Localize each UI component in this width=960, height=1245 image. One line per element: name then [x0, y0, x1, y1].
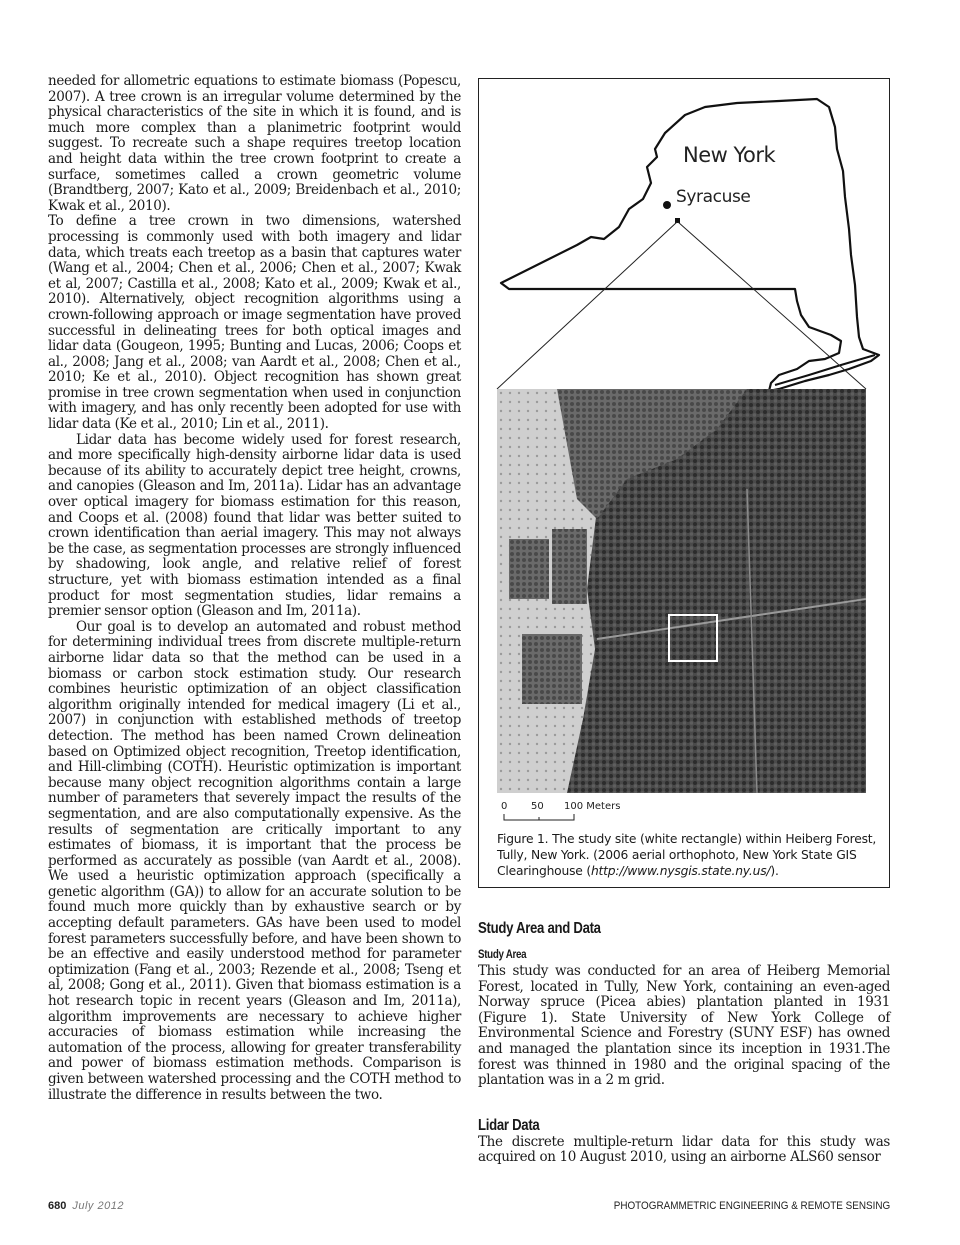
figure-1 — [478, 78, 890, 888]
plantation-block — [552, 529, 587, 604]
scale-bar — [499, 801, 659, 831]
aerial-image — [497, 389, 866, 793]
paragraph-1: needed for allometric equations to estimate biomass (Popescu, 2007). A tree crown is an irregular volume determined by the physical characteristics of the site in which it is found, and is much more complex than a planimetric footprint would suggest. To recreate such a shape requires treetop location and height data within the tree crown footprint to create a surface, sometimes called a crown geometric volume (Brandtberg, 2007; Kato et al., 2009; Breidenbach et al., 2010; Kwak et al., 2010). — [48, 73, 461, 214]
syracuse-dot — [663, 201, 671, 209]
section-heading-lidar-data: Lidar Data — [478, 1116, 540, 1134]
caption-url[interactable]: http://www.nysgis.state.ny.us/ — [590, 864, 771, 878]
scale-line — [503, 814, 583, 824]
paragraph-4: Our goal is to develop an automated and robust method for determining individual trees from discrete multiple-return airborne lidar data so that the method can be used in a biomass or carbon stock estimation study. Our research combines heuristic optimization of an object classification algorithm originally intended for medical imagery (Li et al., 2007) in conjunction with established methods of treetop detection. The method has been named Crown delineation based on Optimized object recognition, Treetop identification, and Hill-climbing (COTH). Heuristic optimization is important because many object recognition algorithms contain a large number of parameters that severely impact the results of the segmentation, and are also computationally expensive. As the results of segmentation are critically important to any estimates of biomass, it is important that the process be performed as accurately as possible (van Aardt et al., 2008). We used a heuristic optimization approach (specifically a genetic algorithm (GA)) to allow for an accurate solution to be found much more quickly than by exhaustive search or by accepting default parameters. GAs have been used to model forest parameters successfully before, and have been shown to be an effective and easily understood method for parameter optimization (Fang et al., 2003; Rezende et al., 2008; Tseng et al, 2008; Gong et al., 2011). Given that biomass estimation is a hot research topic in recent years (Gleason and Im, 2011a), algorithm improvements are necessary to achieve higher accuracies of biomass estimation while increasing the automation of the process, allowing for greater transferability and power of biomass estimation methods. Comparison is given between watershed processing and the COTH method to illustrate the difference in results between the two. — [48, 618, 461, 1103]
page-number: 680 — [48, 1200, 67, 1212]
new-york-state-map — [479, 79, 889, 399]
caption-text: Figure 1. The study site (white rectangle) within Heiberg Forest, Tully, New York. (2006 aerial orthophoto, New York State GIS Clearinghouse ( — [497, 832, 877, 878]
study-area-paragraph: This study was conducted for an area of Heiberg Memorial Forest, located in Tully, New York, containing an even-aged Norway spruce (Picea abies) plantation planted in 1931 (Figure 1). State University of New York College of Environmental Science and Forestry (SUNY ESF) has owned and managed the plantation since its inception in 1931.The forest was thinned in 1980 and the original spacing of the plantation was in a 2 m grid. — [478, 963, 890, 1089]
plantation-block — [509, 539, 549, 599]
aerial-orthophoto — [497, 389, 866, 793]
lidar-paragraph: The discrete multiple-return lidar data for this study was acquired on 10 August 2010, using an airborne ALS60 sensor — [478, 1133, 890, 1166]
caption-suffix: ). — [770, 864, 779, 878]
map-label-syracuse: Syracuse — [676, 187, 751, 207]
subsection-heading-study-area: Study Area — [478, 949, 527, 961]
connector-right — [678, 222, 866, 389]
journal-name: PHOTOGRAMMETRIC ENGINEERING & REMOTE SENSING — [613, 1200, 890, 1212]
scale-tick-50: 50 — [531, 801, 544, 812]
map-label-new-york: New York — [683, 143, 776, 167]
paragraph-3: Lidar data has become widely used for forest research, and more specifically high-density airborne lidar data is used because of its ability to accurately depict tree height, crowns, and canopies (Gleason and Im, 2011a). Lidar has an advantage over optical imagery for biomass estimation for this reason, and Coops et al. (2008) found that lidar was better suited to crown identification than aerial imagery. This may not always be the case, as segmentation processes are strongly influenced by shadowing, look angle, and relative relief of forest structure, yet with biomass estimation intended as a final product for most segmentation studies, lidar remains a premier sensor option (Gleason and Im, 2011a). — [48, 431, 461, 620]
connector-left — [497, 222, 677, 389]
scale-tick-0: 0 — [501, 801, 508, 812]
left-column — [48, 74, 461, 1103]
paragraph-2: To define a tree crown in two dimensions, watershed processing is commonly used with both imagery and lidar data, which treats each treetop as a basin that captures water (Wang et al., 2004; Chen et al., 2006; Chen et al., 2007; Kwak et al, 2007; Castilla et al., 2008; Kato et al., 2009; Kwak et al., 2010). Alternatively, object recognition algorithms using a crown-following approach or image segmentation have proved successful in delineating trees for both optical images and lidar data (Gougeon, 1995; Bunting and Lucas, 2006; Coops et al., 2008; Jang et al., 2008; van Aardt et al., 2008; Chen et al., 2010; Ke et al., 2010). Object recognition has shown great promise in tree crown segmentation when used in conjunction with imagery, and has only recently been adopted for use with lidar data (Ke et al., 2010; Lin et al., 2011). — [48, 213, 461, 433]
scale-tick-100: 100 Meters — [564, 801, 621, 812]
figure-caption — [497, 831, 877, 879]
page-footer-left — [48, 1200, 124, 1212]
issue-date: July 2012 — [72, 1200, 124, 1212]
study-site-marker — [675, 218, 680, 223]
right-column — [478, 920, 890, 1166]
plantation-block — [522, 634, 582, 704]
section-heading-study-area: Study Area and Data — [478, 920, 601, 937]
